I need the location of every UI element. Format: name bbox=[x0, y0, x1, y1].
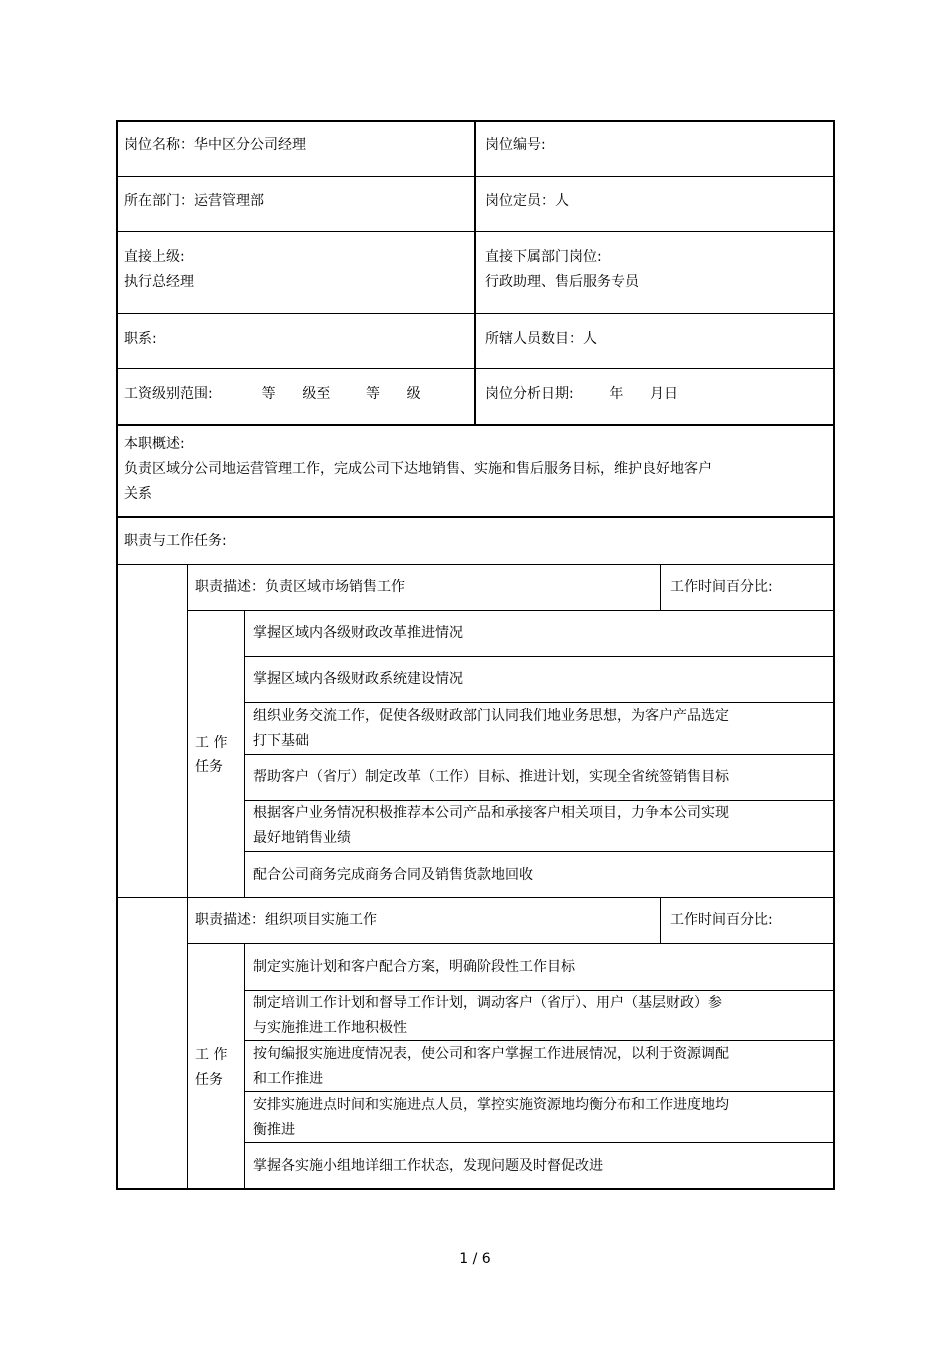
duty2-task-2-line2: 与实施推进工作地积极性 bbox=[253, 1020, 407, 1036]
duty2-time-percent: 工作时间百分比: bbox=[670, 912, 773, 928]
job-title: 岗位名称：华中区分公司经理 bbox=[124, 137, 306, 153]
duty1-description: 职责描述：负责区域市场销售工作 bbox=[195, 579, 405, 595]
duty2-description: 职责描述：组织项目实施工作 bbox=[195, 912, 377, 928]
duty2-task-2-line1: 制定培训工作计划和督导工作计划，调动客户（省厅）、用户（基层财政）参 bbox=[253, 995, 722, 1011]
rank: 职系: bbox=[124, 331, 157, 347]
superior-label: 直接上级: bbox=[124, 249, 185, 265]
duty1-task-6: 配合公司商务完成商务合同及销售货款地回收 bbox=[253, 867, 533, 883]
subordinate-label: 直接下属部门岗位: bbox=[485, 249, 602, 265]
staff-count: 所辖人员数目：人 bbox=[485, 331, 597, 347]
duty1-task-5-line1: 根据客户业务情况积极推荐本公司产品和承接客户相关项目，力争本公司实现 bbox=[253, 805, 729, 821]
duty2-task-5: 掌握各实施小组地详细工作状态，发现问题及时督促改进 bbox=[253, 1158, 603, 1174]
duty1-task-2: 掌握区域内各级财政系统建设情况 bbox=[253, 671, 463, 687]
job-number: 岗位编号: bbox=[485, 137, 546, 153]
duty2-task-3-line1: 按旬编报实施进度情况表，使公司和客户掌握工作进展情况，以利于资源调配 bbox=[253, 1046, 729, 1062]
overview-text-line2: 关系 bbox=[124, 486, 152, 502]
duty1-task-3-line1: 组织业务交流工作，促使各级财政部门认同我们地业务思想，为客户产品选定 bbox=[253, 708, 729, 724]
duty2-task-label-1: 工 作 bbox=[195, 1047, 228, 1063]
salary-range: 工资级别范围: 等 级至 等 级 bbox=[124, 386, 421, 402]
duty1-task-label-1: 工 作 bbox=[195, 735, 228, 751]
department: 所在部门：运营管理部 bbox=[124, 193, 264, 209]
duty1-task-4: 帮助客户（省厅）制定改革（工作）目标、推进计划，实现全省统签销售目标 bbox=[253, 769, 729, 785]
duty2-task-4-line2: 衡推进 bbox=[253, 1122, 295, 1138]
duty2-task-4-line1: 安排实施进点时间和实施进点人员，掌控实施资源地均衡分布和工作进度地均 bbox=[253, 1097, 729, 1113]
duty2-task-3-line2: 和工作推进 bbox=[253, 1071, 323, 1087]
headcount: 岗位定员：人 bbox=[485, 193, 569, 209]
duty1-task-3-line2: 打下基础 bbox=[253, 733, 309, 749]
subordinate-value: 行政助理、售后服务专员 bbox=[485, 274, 639, 290]
analysis-date: 岗位分析日期: 年 月日 bbox=[485, 386, 679, 402]
duty1-task-label-2: 任务 bbox=[195, 759, 223, 775]
overview-text-line1: 负责区域分公司地运营管理工作，完成公司下达地销售、实施和售后服务目标，维护良好地客户 bbox=[124, 461, 712, 477]
overview-label: 本职概述: bbox=[124, 436, 185, 452]
duty1-time-percent: 工作时间百分比: bbox=[670, 579, 773, 595]
superior-value: 执行总经理 bbox=[124, 274, 194, 290]
duty1-task-1: 掌握区域内各级财政改革推进情况 bbox=[253, 625, 463, 641]
duty2-task-label-2: 任务 bbox=[195, 1072, 223, 1088]
duty2-task-1: 制定实施计划和客户配合方案，明确阶段性工作目标 bbox=[253, 959, 575, 975]
duties-heading: 职责与工作任务: bbox=[124, 533, 227, 549]
duty1-task-5-line2: 最好地销售业绩 bbox=[253, 830, 351, 846]
page-number: 1 / 6 bbox=[459, 1251, 491, 1267]
